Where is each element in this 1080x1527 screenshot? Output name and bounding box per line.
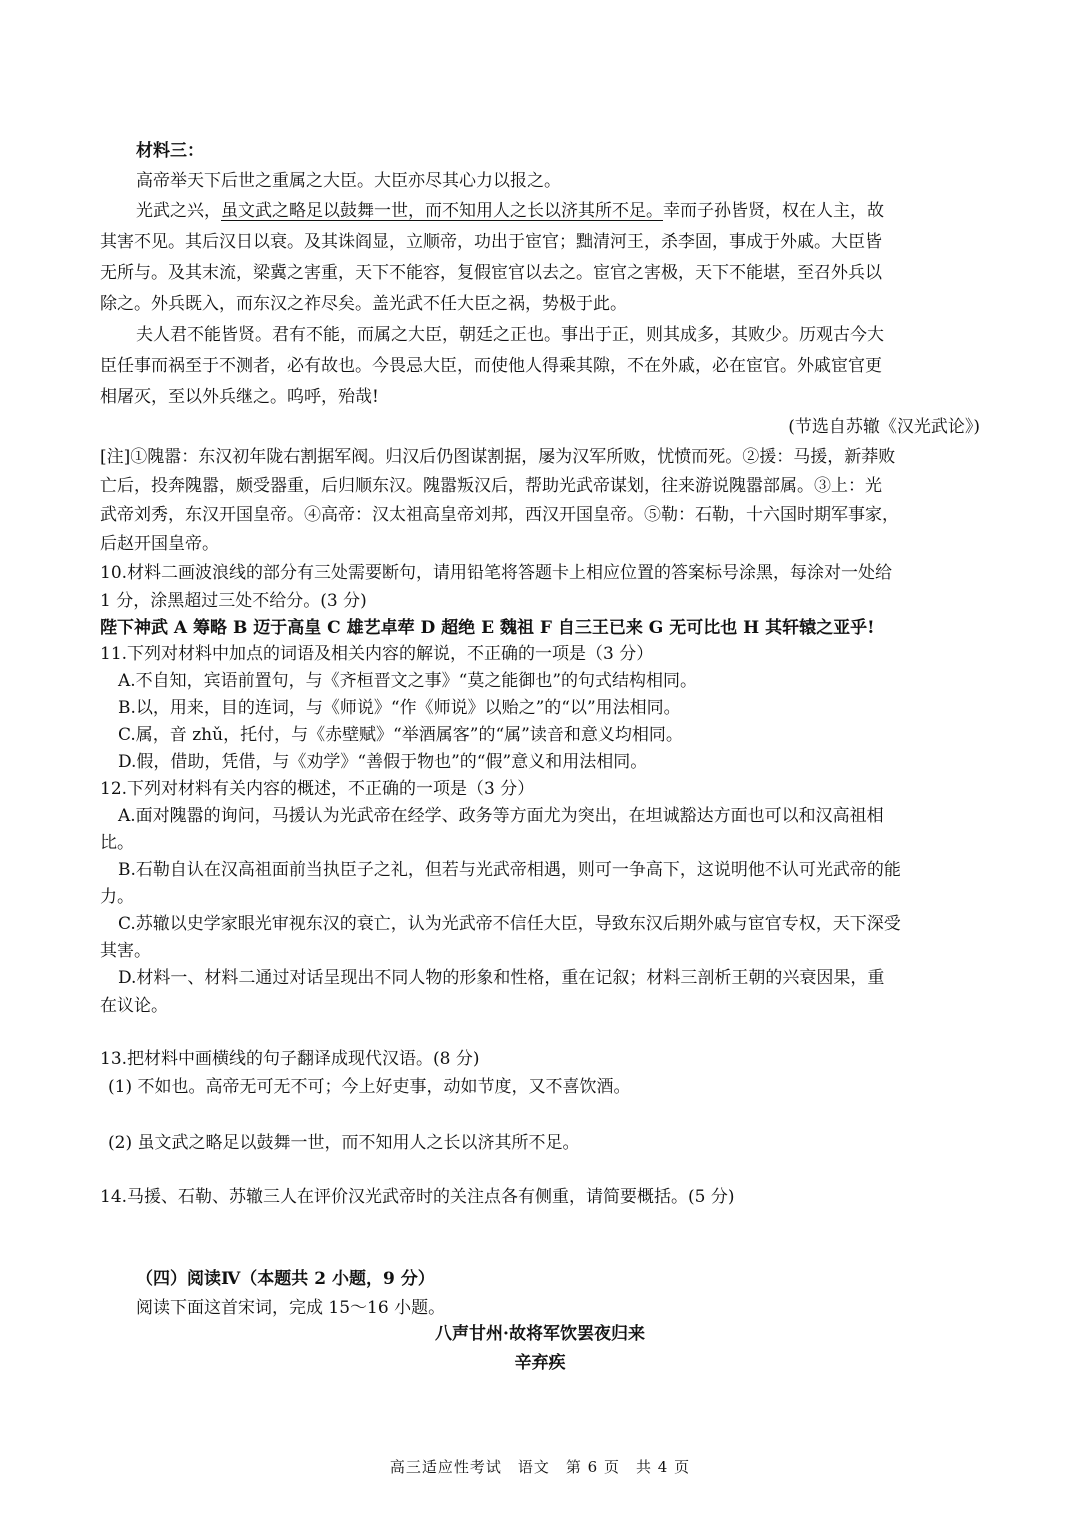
material3-paragraph-2-line-1: [136, 200, 884, 222]
material3-paragraph-2-line-4: 除之。外兵既入，而东汉之祚尽矣。盖光武不任大臣之祸，势极于此。: [100, 294, 627, 314]
question-13-stem: 13.把材料中画横线的句子翻译成现代汉语。(8 分): [100, 1049, 480, 1069]
notes-line-4: 后赵开国皇帝。: [100, 534, 219, 554]
question-10-line-1: 10.材料二画波浪线的部分有三处需要断句，请用铅笔将答题卡上相应位置的答案标号涂黑，每涂对一处给: [100, 563, 893, 583]
question-12-option-b-line-2: 力。: [100, 887, 134, 907]
question-13-sentence-2: (2) 虽文武之略足以鼓舞一世，而不知用人之长以济其所不足。: [108, 1133, 580, 1153]
material3-paragraph-2-line-3: 无所与。及其末流，梁冀之害重，天下不能容，复假宦官以去之。宦官之害极，天下不能堪，至召外兵以: [100, 263, 882, 283]
question-12-option-a-line-1: A.面对隗嚣的询问，马援认为光武帝在经学、政务等方面尤为突出，在坦诚豁达方面也可以和汉高祖相: [118, 806, 884, 826]
section-4-title: （四）阅读Ⅳ（本题共 2 小题，9 分）: [136, 1269, 435, 1289]
notes-line-3: 武帝刘秀，东汉开国皇帝。④高帝：汉太祖高皇帝刘邦，西汉开国皇帝。⑤勒：石勒，十六国时期军事家，: [100, 505, 899, 525]
notes-line-1: [注]①隗嚣：东汉初年陇右割据军阀。归汉后仍图谋割据，屡为汉军所败，忧愤而死。②援：马援，新莽败: [100, 447, 896, 467]
question-11-option-d: D.假，借助，凭借，与《劝学》“善假于物也”的“假”意义和用法相同。: [118, 752, 648, 772]
question-12-option-c-line-1: C.苏辙以史学家眼光审视东汉的衰亡，认为光武帝不信任大臣，导致东汉后期外戚与宦官专权，天下深受: [118, 914, 901, 934]
poem-title: 八声甘州·故将军饮罢夜归来: [435, 1324, 645, 1344]
question-12-stem: 12.下列对材料有关内容的概述，不正确的一项是（3 分）: [100, 779, 535, 799]
question-11-option-c: C.属，音 zhǔ，托付，与《赤壁赋》“举酒属客”的“属”读音和意义均相同。: [118, 725, 683, 745]
page-footer: 高三适应性考试 语文 第 6 页 共 4 页: [389, 1458, 691, 1476]
section-4-intro: 阅读下面这首宋词，完成 15～16 小题。: [136, 1298, 446, 1318]
material3-paragraph-3-line-1: 夫人君不能皆贤。君有不能，而属之大臣，朝廷之正也。事出于正，则其成多，其败少。历观古今大: [136, 325, 884, 345]
question-11-option-a: A.不自知，宾语前置句，与《齐桓晋文之事》“莫之能御也”的句式结构相同。: [118, 671, 698, 691]
text-segment: 光武之兴，: [136, 201, 221, 221]
material3-title: 材料三：: [136, 141, 204, 161]
text-segment: 幸而子孙皆贤，权在人主，故: [663, 201, 884, 221]
material3-paragraph-3-line-3: 相屠灭，至以外兵继之。呜呼，殆哉!: [100, 387, 379, 407]
question-12-option-d-line-2: 在议论。: [100, 996, 168, 1016]
question-10-line-2: 1 分，涂黑超过三处不给分。(3 分): [100, 591, 367, 611]
material3-paragraph-3-line-2: 臣任事而祸至于不测者，必有故也。今畏忌大臣，而使他人得乘其隙，不在外戚，必在宦官。外戚宦官更: [100, 356, 882, 376]
question-12-option-d-line-1: D.材料一、材料二通过对话呈现出不同人物的形象和性格，重在记叙；材料三剖析王朝的兴衰因果，重: [118, 968, 885, 988]
material3-paragraph-2-line-2: 其害不见。其后汉日以衰。及其诛阎显，立顺帝，功出于宦官；黜清河王，杀李固，事成于外戚。大臣皆: [100, 232, 882, 252]
question-11-stem: 11.下列对材料中加点的词语及相关内容的解说，不正确的一项是（3 分）: [100, 644, 654, 664]
question-14-stem: 14.马援、石勒、苏辙三人在评价汉光武帝时的关注点各有侧重，请简要概括。(5 分): [100, 1187, 735, 1207]
material3-source: (节选自苏辙《汉光武论》): [788, 417, 980, 437]
question-12-option-b-line-1: B.石勒自认在汉高祖面前当执臣子之礼，但若与光武帝相遇，则可一争高下，这说明他不认可光武帝的能: [118, 860, 901, 880]
underlined-sentence: 虽文武之略足以鼓舞一世，而不知用人之长以济其所不足。: [221, 201, 663, 221]
notes-line-2: 亡后，投奔隗嚣，颇受器重，后归顺东汉。隗嚣叛汉后，帮助光武帝谋划，往来游说隗嚣部属。③上：光: [100, 476, 882, 496]
question-12-option-c-line-2: 其害。: [100, 941, 151, 961]
material3-paragraph-1: 高帝举天下后世之重属之大臣。大臣亦尽其心力以报之。: [136, 171, 561, 191]
question-11-option-b: B.以，用来，目的连词，与《师说》“作《师说》以贻之”的“以”用法相同。: [118, 698, 681, 718]
question-12-option-a-line-2: 比。: [100, 833, 134, 853]
question-10-passage: 陛下神武 A 筹略 B 迈于高皇 C 雄艺卓荦 D 超绝 E 魏祖 F 自三王已来 G 无可比也 H 其轩辕之亚乎!: [100, 618, 875, 638]
question-13-sentence-1: (1) 不如也。高帝无可无不可；今上好吏事，动如节度，又不喜饮酒。: [108, 1077, 631, 1097]
poem-author: 辛弃疾: [514, 1353, 566, 1373]
